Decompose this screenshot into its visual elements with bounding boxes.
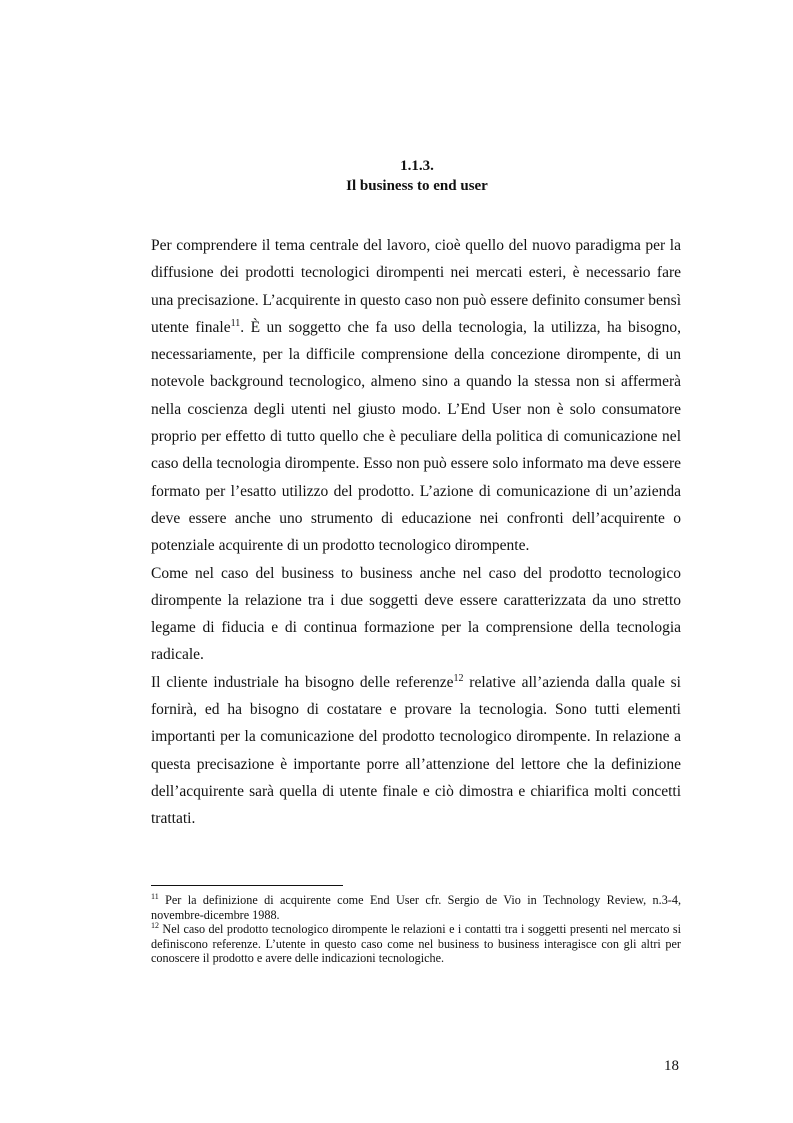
page-number: 18: [664, 1058, 679, 1074]
footnote-ref-12[interactable]: 12: [453, 672, 464, 684]
footnote-ref-11[interactable]: 11: [230, 317, 241, 329]
footnote-text-12: Nel caso del prodotto tecnologico dirompente le relazioni e i contatti tra i soggetti presenti nel mercato si definiscono referenze. L’utente in questo caso come nel business to business interagisce con gli altri per conoscere il prodotto e avere delle indicazioni tecnologiche.: [151, 922, 681, 965]
paragraph-3: [151, 669, 681, 833]
paragraph-1-text-b: . È un soggetto che fa uso della tecnologia, la utilizza, ha bisogno, necessariamente, per la difficile comprensione della concezione dirompente, di un notevole background tecnologico, almeno sino a quando la stessa non si affermerà nella coscienza degli utenti nel giusto modo. L’End User non è solo consumatore proprio per effetto di tutto quello che è peculiare della politica di comunicazione nel caso della tecnologia dirompente. Esso non può essere solo informato ma deve essere formato per l’esatto utilizzo del prodotto. L’azione di comunicazione di un’azienda deve essere anche uno strumento di educazione nei confronti dell’acquirente o potenziale acquirente di un prodotto tecnologico dirompente.: [151, 318, 682, 555]
footnote-text-11: Per la definizione di acquirente come End User cfr. Sergio de Vio in Technology Review, n.3-4, novembre-dicembre 1988.: [151, 893, 681, 922]
footnote-number-12: 12: [151, 920, 159, 930]
footnote-number-11: 11: [151, 891, 159, 901]
body-text: [151, 232, 681, 833]
paragraph-3-text-a: Il cliente industriale ha bisogno delle referenze: [151, 673, 454, 691]
section-heading: [0, 156, 793, 196]
footnote-separator: [151, 885, 343, 886]
paragraph-2: Come nel caso del business to business anche nel caso del prodotto tecnologico dirompente la relazione tra i due soggetti deve essere caratterizzata da uno stretto legame di fiducia e di continua formazione per la comprensione della tecnologia radicale.: [151, 564, 681, 664]
footnote-12: [151, 922, 681, 966]
paragraph-1: [151, 232, 681, 560]
paragraph-3-text-b: relative all’azienda dalla quale si fornirà, ed ha bisogno di costatare e provare la tecnologia. Sono tutti elementi importanti per la comunicazione del prodotto tecnologico dirompente. In relazione a questa precisazione è importante porre all’attenzione del lettore che la definizione dell’acquirente sarà quella di utente finale e ciò dimostra e chiarifica molti concetti trattati.: [151, 673, 681, 828]
paragraph-1-text-a: Per comprendere il tema centrale del lavoro, cioè quello del nuovo paradigma per la diffusione dei prodotti tecnologici dirompenti nei mercati esteri, è necessario fare una precisazione. L’acquirente in questo caso non può essere definito consumer bensì utente finale: [151, 237, 681, 336]
section-title: Il business to end user: [346, 178, 488, 194]
footnote-11: [151, 893, 681, 922]
section-number: 1.1.3.: [400, 158, 434, 174]
footnotes: [151, 893, 681, 966]
